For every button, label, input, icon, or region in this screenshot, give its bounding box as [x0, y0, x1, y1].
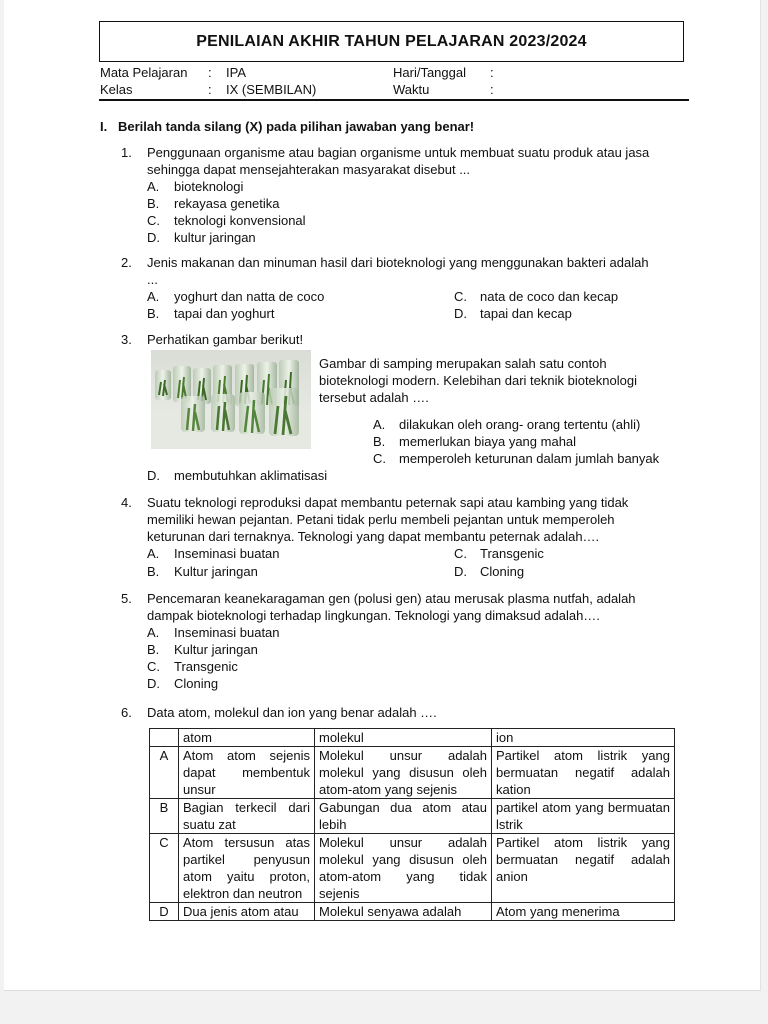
table-header-cell: molekul	[315, 729, 492, 747]
tissue-culture-jars-image	[151, 350, 311, 449]
question-text-block	[147, 590, 679, 607]
option-text: bioteknologi	[174, 179, 244, 194]
option-text: memperoleh keturunan dalam jumlah banyak	[399, 451, 660, 466]
mapel-colon: :	[208, 65, 212, 80]
option-text: membutuhkan aklimatisasi	[174, 468, 328, 483]
header-divider	[99, 99, 689, 101]
table-cell-text: partikel atom yang bermuatan lstrik	[496, 800, 670, 832]
table-cell-text: Atom tersusun atas partikel penyusun atom yaitu proton, elektron dan neutron	[183, 835, 310, 901]
option-text: dilakukan oleh orang- orang tertentu (ahli)	[399, 417, 641, 432]
option-text: Kultur jaringan	[174, 564, 258, 579]
option-letter: B.	[147, 564, 160, 579]
option-text: Inseminasi buatan	[174, 546, 280, 561]
mapel-value: IPA	[226, 65, 246, 80]
question-text: memiliki hewan pejantan. Petani tidak perlu membeli pejantan untuk memperoleh	[147, 512, 615, 527]
table-cell-text: Atom atom sejenis dapat membentuk unsur	[183, 748, 310, 797]
option-letter: D.	[147, 676, 160, 691]
waktu-label: Waktu	[393, 82, 430, 97]
table-cell-text: Dua jenis atom atau	[183, 904, 299, 919]
table-cell	[315, 747, 492, 799]
question-number: 5.	[121, 591, 132, 606]
question-text-block	[147, 511, 679, 528]
table-cell: A	[150, 747, 179, 799]
question-text: sehingga dapat mensejahterakan masyarakat disebut ...	[147, 162, 471, 177]
option-letter: B.	[373, 434, 386, 449]
option-letter: A.	[147, 289, 160, 304]
option-letter: C.	[454, 546, 467, 561]
question-number: 6.	[121, 705, 132, 720]
option-letter: B.	[147, 196, 160, 211]
question-number: 4.	[121, 495, 132, 510]
kelas-colon: :	[208, 82, 212, 97]
table-cell-text: Gabungan dua atom atau lebih	[319, 800, 487, 832]
option-text: Cloning	[480, 564, 525, 579]
table-cell	[179, 799, 315, 834]
table-cell	[492, 903, 675, 921]
question-text: Pencemaran keanekaragaman gen (polusi gen) atau merusak plasma nutfah, adalah	[147, 591, 636, 606]
table-cell: C	[150, 834, 179, 903]
option-text: yoghurt dan natta de coco	[174, 289, 325, 304]
hari-label: Hari/Tanggal	[393, 65, 466, 80]
option-letter: B.	[147, 306, 160, 321]
table-cell-text: Molekul unsur adalah molekul yang disusun oleh atom-atom yang tidak sejenis	[319, 835, 487, 901]
option-letter: D.	[147, 468, 160, 483]
option-text: rekayasa genetika	[174, 196, 280, 211]
table-row	[150, 747, 675, 799]
question-text: Suatu teknologi reproduksi dapat membantu peternak sapi atau kambing yang tidak	[147, 495, 629, 510]
option-text: kultur jaringan	[174, 230, 256, 245]
question-number: 1.	[121, 145, 132, 160]
table-header-row	[150, 729, 675, 747]
option-letter: B.	[147, 642, 160, 657]
table-cell-text: Molekul senyawa adalah	[319, 904, 462, 919]
question-text: Data atom, molekul dan ion yang benar adalah ….	[147, 705, 437, 720]
question-text: dampak bioteknologi terhadap lingkungan. Teknologi yang dimaksud adalah….	[147, 608, 600, 623]
side-text-line: tersebut adalah ….	[319, 390, 429, 405]
option-text: Inseminasi buatan	[174, 625, 280, 640]
option-letter: C.	[454, 289, 467, 304]
table-cell-text: Molekul unsur adalah molekul yang disusun oleh atom-atom yang sejenis	[319, 748, 487, 797]
table-cell	[179, 834, 315, 903]
option-letter: D.	[454, 306, 467, 321]
question-side-text	[319, 372, 681, 389]
side-text-line: bioteknologi modern. Kelebihan dari teknik bioteknologi	[319, 373, 637, 388]
option-text: nata de coco dan kecap	[480, 289, 619, 304]
table-cell-text: Bagian terkecil dari suatu zat	[183, 800, 310, 832]
section-number: I.	[100, 119, 108, 134]
question-number: 2.	[121, 255, 132, 270]
question-text: Perhatikan gambar berikut!	[147, 332, 304, 347]
exam-page	[4, 0, 761, 991]
question-text: ...	[147, 272, 158, 287]
table-cell-text: Partikel atom listrik yang bermuatan negatif adalah kation	[496, 748, 670, 797]
exam-title: PENILAIAN AKHIR TAHUN PELAJARAN 2023/2024	[99, 21, 684, 62]
table-cell-text: Atom yang menerima	[496, 904, 620, 919]
option-letter: A.	[373, 417, 386, 432]
option-text: Kultur jaringan	[174, 642, 258, 657]
section-instruction: Berilah tanda silang (X) pada pilihan jawaban yang benar!	[118, 119, 475, 134]
table-cell	[315, 903, 492, 921]
table-cell	[492, 834, 675, 903]
option-letter: C.	[373, 451, 386, 466]
table-row	[150, 903, 675, 921]
table-cell	[179, 747, 315, 799]
question-text-block	[147, 494, 679, 511]
table-cell	[315, 834, 492, 903]
side-text-line: Gambar di samping merupakan salah satu contoh	[319, 356, 607, 371]
question-text: Jenis makanan dan minuman hasil dari bioteknologi yang menggunakan bakteri adalah	[147, 255, 649, 270]
waktu-colon: :	[490, 82, 494, 97]
table-header-cell	[150, 729, 179, 747]
table-cell: B	[150, 799, 179, 834]
option-text: Transgenic	[174, 659, 238, 674]
option-text: Transgenic	[480, 546, 544, 561]
option-letter: A.	[147, 179, 160, 194]
mapel-label: Mata Pelajaran	[100, 65, 188, 80]
table-cell	[492, 799, 675, 834]
hari-colon: :	[490, 65, 494, 80]
option-letter: C.	[147, 213, 160, 228]
kelas-value: IX (SEMBILAN)	[226, 82, 317, 97]
option-text: Cloning	[174, 676, 219, 691]
table-cell: D	[150, 903, 179, 921]
option-letter: C.	[147, 659, 160, 674]
option-letter: D.	[147, 230, 160, 245]
option-text: tapai dan kecap	[480, 306, 572, 321]
option-text: tapai dan yoghurt	[174, 306, 275, 321]
table-cell	[492, 747, 675, 799]
table-header-cell: atom	[179, 729, 315, 747]
option-letter: D.	[454, 564, 467, 579]
question-number: 3.	[121, 332, 132, 347]
kelas-label: Kelas	[100, 82, 133, 97]
option-letter: A.	[147, 546, 160, 561]
question-text: Penggunaan organisme atau bagian organisme untuk membuat suatu produk atau jasa	[147, 145, 650, 160]
question-side-text	[319, 355, 681, 372]
table-row	[150, 799, 675, 834]
question-text: keturunan dari ternaknya. Teknologi yang dapat membantu peternak adalah….	[147, 529, 600, 544]
option-text: memerlukan biaya yang mahal	[399, 434, 577, 449]
table-header-cell: ion	[492, 729, 675, 747]
option-letter: A.	[147, 625, 160, 640]
table-cell-text: Partikel atom listrik yang bermuatan negatif adalah anion	[496, 835, 670, 884]
atom-molekul-ion-table	[149, 728, 675, 921]
table-cell	[179, 903, 315, 921]
option-text: teknologi konvensional	[174, 213, 306, 228]
table-row	[150, 834, 675, 903]
table-cell	[315, 799, 492, 834]
